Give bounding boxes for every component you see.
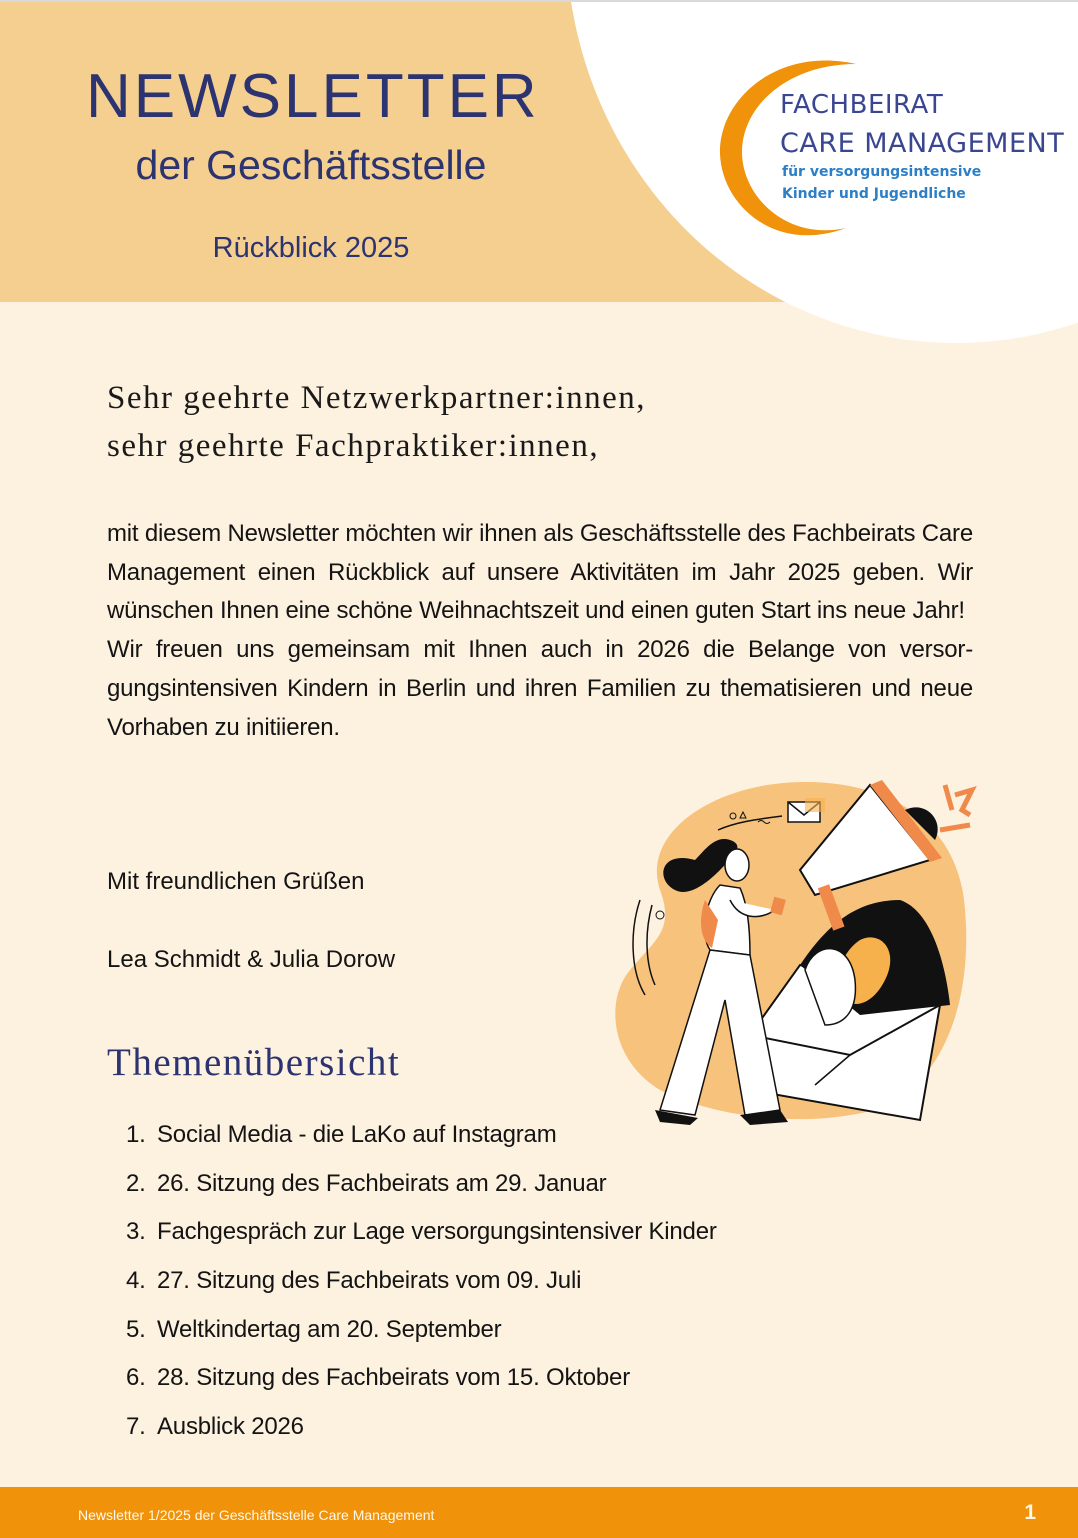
- salutation-line-2: sehr geehrte Fachpraktiker:innen,: [107, 428, 600, 464]
- page-number: 1: [1024, 1501, 1036, 1524]
- toc-item[interactable]: 6. 28. Sitzung des Fachbeirats vom 15. Oktober: [126, 1364, 630, 1392]
- salutation-line-1: Sehr geehrte Netzwerkpartner:innen,: [107, 380, 647, 416]
- toc-item[interactable]: 2. 26. Sitzung des Fachbeirats am 29. Januar: [126, 1169, 607, 1197]
- salutation: [107, 374, 646, 470]
- letter-signature: Lea Schmidt & Julia Dorow: [107, 946, 396, 973]
- fachbeirat-logo: [716, 56, 1076, 246]
- newsletter-title: NEWSLETTER: [86, 62, 540, 131]
- toc-title: Themenübersicht: [107, 1041, 401, 1084]
- page-footer: [0, 1487, 1078, 1538]
- toc-item[interactable]: 5. Weltkindertag am 20. September: [126, 1315, 502, 1343]
- logo-line-fachbeirat: FACHBEIRAT: [780, 90, 944, 120]
- newsletter-year-label: Rückblick 2025: [212, 232, 410, 264]
- newsletter-subtitle: der Geschäftsstelle: [135, 142, 487, 188]
- page-top-border: [0, 0, 1078, 2]
- toc-item[interactable]: 7. Ausblick 2026: [126, 1413, 304, 1441]
- toc-list: [126, 1116, 717, 1457]
- letter-paragraph-1: mit diesem Newsletter möchten wir ihnen als Geschäftsstelle des Fachbeirats Care Management einen Rückblick auf unsere Aktivitäten im Jahr 2025 geben. Wir wünschen Ihnen eine schöne Weihnachtszeit und einen guten Start ins neue Jahr!: [107, 520, 973, 625]
- logo-tagline-2: Kinder und Jugendliche: [782, 186, 966, 202]
- toc-item[interactable]: 3. Fachgespräch zur Lage versorgungsintensiver Kinder: [126, 1218, 717, 1246]
- megaphone-illustration-icon: [600, 770, 1000, 1130]
- letter-paragraph-2: Wir freuen uns gemeinsam mit Ihnen auch in 2026 die Belange von versor-gungsintensiven Kindern in Berlin und ihren Familien zu thematisieren und neue Vorhaben zu initiieren.: [107, 636, 973, 741]
- logo-line-care-management: CARE MANAGEMENT: [780, 128, 1065, 159]
- logo-tagline-1: für versorgungsintensive: [782, 164, 982, 180]
- toc-item[interactable]: 1. Social Media - die LaKo auf Instagram: [126, 1121, 557, 1148]
- letter-closing: Mit freundlichen Grüßen: [107, 868, 365, 895]
- footer-text: Newsletter 1/2025 der Geschäftsstelle Care Management: [78, 1507, 435, 1523]
- letter-body: [107, 515, 973, 747]
- toc-item[interactable]: 4. 27. Sitzung des Fachbeirats vom 09. Juli: [126, 1267, 582, 1295]
